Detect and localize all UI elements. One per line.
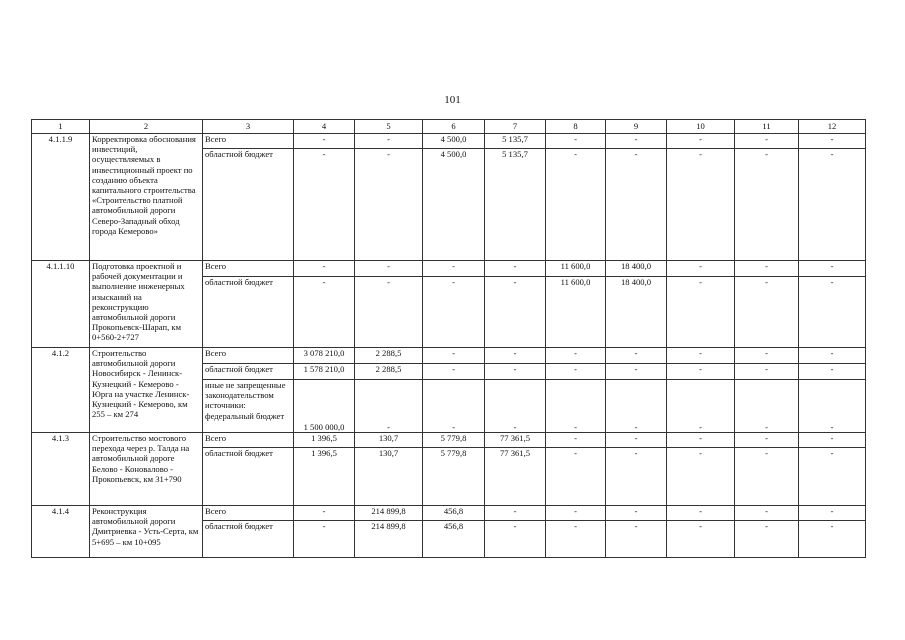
value-cell: - [294,134,355,149]
value-cell: 214 899,8 [355,521,423,558]
table-row [32,134,866,149]
item-name: Корректировка обоснования инвестиций, осуществляемых в инвестиционный проект по созданию объекта капитального строительства «Строительство платной автомобильной дороги Северо-Западный обход города Кемерово» [90,134,203,261]
value-cell: - [546,134,606,149]
value-cell: - [294,506,355,521]
table-row [32,506,866,521]
value-cell: 1 578 210,0 [294,364,355,380]
value-cell: - [667,149,735,261]
value-cell: - [606,380,667,433]
value-cell: 1 500 000,0 [294,380,355,433]
value-cell: - [485,348,546,364]
value-cell: - [355,261,423,277]
column-header: 4 [294,120,355,134]
funding-source: Всего [203,134,294,149]
item-name: Подготовка проектной и рабочей документации и выполнение инженерных изысканий на реконструкцию автомобильной дороги Прокопьевск-Шарап, км 0+560-2+727 [90,261,203,348]
value-cell: - [423,380,485,433]
value-cell: - [735,348,799,364]
value-cell: 1 396,5 [294,433,355,448]
value-cell: 5 779,8 [423,448,485,506]
value-cell: - [667,506,735,521]
value-cell: - [667,448,735,506]
value-cell: - [485,277,546,348]
value-cell: 11 600,0 [546,261,606,277]
value-cell: 130,7 [355,433,423,448]
value-cell: - [606,149,667,261]
value-cell: - [799,380,866,433]
budget-table [31,119,866,558]
value-cell: - [485,506,546,521]
column-header: 2 [90,120,203,134]
value-cell: - [667,261,735,277]
item-code: 4.1.1.10 [32,261,90,348]
value-cell: - [546,149,606,261]
value-cell: - [735,261,799,277]
column-header: 12 [799,120,866,134]
column-header: 1 [32,120,90,134]
item-code: 4.1.1.9 [32,134,90,261]
table-body [32,134,866,558]
value-cell: 456,8 [423,521,485,558]
value-cell: 2 288,5 [355,364,423,380]
value-cell: - [606,348,667,364]
value-cell: - [423,364,485,380]
value-cell: 130,7 [355,448,423,506]
value-cell: - [546,433,606,448]
value-cell: - [485,380,546,433]
funding-source: областной бюджет [203,277,294,348]
table-row [32,348,866,364]
value-cell: - [667,521,735,558]
item-code: 4.1.2 [32,348,90,433]
value-cell: - [546,364,606,380]
value-cell: - [606,364,667,380]
table-row [32,261,866,277]
item-code: 4.1.4 [32,506,90,558]
value-cell: - [667,364,735,380]
funding-source: областной бюджет [203,521,294,558]
funding-source: Всего [203,348,294,364]
value-cell: - [735,380,799,433]
value-cell: - [485,364,546,380]
value-cell: - [799,149,866,261]
column-header: 3 [203,120,294,134]
value-cell: 77 361,5 [485,448,546,506]
value-cell: - [667,433,735,448]
value-cell: 18 400,0 [606,277,667,348]
value-cell: - [606,134,667,149]
value-cell: 2 288,5 [355,348,423,364]
value-cell: - [667,348,735,364]
value-cell: - [606,448,667,506]
value-cell: - [799,448,866,506]
value-cell: - [799,134,866,149]
value-cell: - [606,433,667,448]
funding-source: областной бюджет [203,448,294,506]
table-row [32,433,866,448]
funding-source: областной бюджет [203,364,294,380]
item-name: Реконструкция автомобильной дороги Дмитриевка - Усть-Серта, км 5+695 – км 10+095 [90,506,203,558]
column-header: 6 [423,120,485,134]
funding-source: иные не запрещенные законодательством источники: федеральный бюджет [203,380,294,433]
column-header: 9 [606,120,667,134]
value-cell: 5 135,7 [485,149,546,261]
column-header: 10 [667,120,735,134]
value-cell: - [606,506,667,521]
value-cell: - [355,277,423,348]
column-header: 7 [485,120,546,134]
value-cell: - [799,364,866,380]
value-cell: - [294,261,355,277]
value-cell: - [355,380,423,433]
value-cell: - [355,134,423,149]
value-cell: 11 600,0 [546,277,606,348]
page-number: 101 [444,94,461,106]
value-cell: - [667,134,735,149]
item-code: 4.1.3 [32,433,90,506]
value-cell: - [546,448,606,506]
value-cell: - [546,348,606,364]
value-cell: 77 361,5 [485,433,546,448]
value-cell: 5 135,7 [485,134,546,149]
value-cell: - [667,277,735,348]
value-cell: - [667,380,735,433]
value-cell: - [294,521,355,558]
value-cell: - [799,348,866,364]
value-cell: - [735,149,799,261]
value-cell: - [546,380,606,433]
value-cell: - [485,521,546,558]
value-cell: - [799,433,866,448]
value-cell: 4 500,0 [423,149,485,261]
value-cell: - [546,506,606,521]
value-cell: 18 400,0 [606,261,667,277]
value-cell: - [606,521,667,558]
value-cell: - [423,277,485,348]
value-cell: - [294,277,355,348]
value-cell: - [735,521,799,558]
value-cell: - [485,261,546,277]
header-row [32,120,866,134]
value-cell: - [799,506,866,521]
value-cell: 456,8 [423,506,485,521]
value-cell: - [423,261,485,277]
value-cell: 214 899,8 [355,506,423,521]
funding-source: Всего [203,506,294,521]
value-cell: - [735,364,799,380]
value-cell: - [735,134,799,149]
value-cell: - [423,348,485,364]
item-name: Строительство автомобильной дороги Новосибирск - Ленинск-Кузнецкий - Кемерово - Юрга на участке Ленинск-Кузнецкий - Кемерово, км 255 – км 274 [90,348,203,433]
value-cell: - [799,277,866,348]
value-cell: 5 779,8 [423,433,485,448]
column-header: 11 [735,120,799,134]
funding-source: Всего [203,261,294,277]
funding-source: Всего [203,433,294,448]
value-cell: 1 396,5 [294,448,355,506]
value-cell: - [799,521,866,558]
value-cell: - [735,277,799,348]
funding-source: областной бюджет [203,149,294,261]
value-cell: - [294,149,355,261]
column-header: 8 [546,120,606,134]
value-cell: - [355,149,423,261]
column-header: 5 [355,120,423,134]
item-name: Строительство мостового перехода через р. Талда на автомобильной дороге Белово - Коновалово - Прокопьевск, км 31+790 [90,433,203,506]
value-cell: 4 500,0 [423,134,485,149]
value-cell: - [735,506,799,521]
value-cell: 3 078 210,0 [294,348,355,364]
value-cell: - [546,521,606,558]
value-cell: - [799,261,866,277]
value-cell: - [735,433,799,448]
value-cell: - [735,448,799,506]
